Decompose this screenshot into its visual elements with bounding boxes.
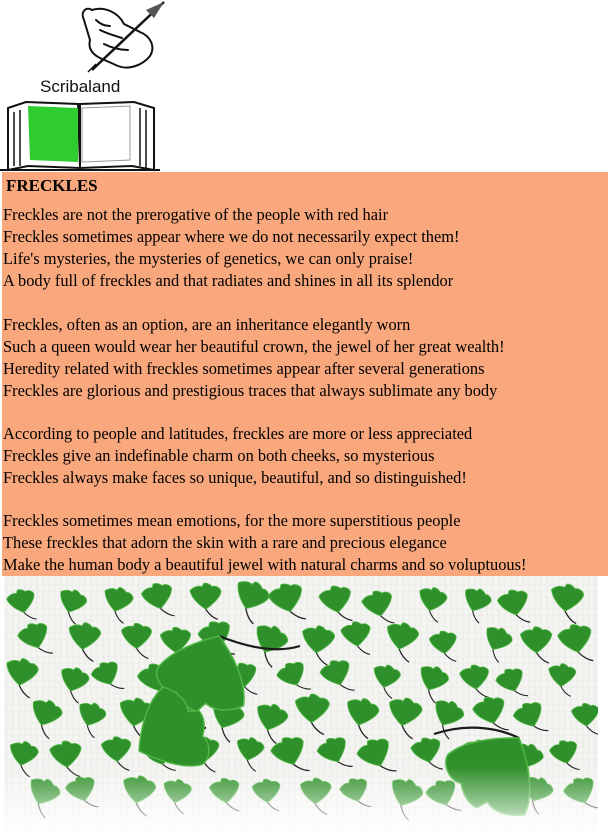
logo-text: Scribaland [40,77,121,96]
ginkgo-pattern [4,576,598,833]
poem-line: A body full of freckles and that radiates and shines in all its splendor [3,271,454,290]
poem-line: Freckles sometimes appear where we do not necessarily expect them! [3,227,460,246]
poem-line: Freckles are glorious and prestigious traces that always sublimate any body [3,381,498,400]
poem-panel [2,172,608,576]
poem-line: Make the human body a beautiful jewel with natural charms and so voluptuous! [3,555,527,574]
poem-title: FRECKLES [6,176,98,195]
stanza-1 [3,204,460,292]
poem-line: Life's mysteries, the mysteries of genetics, we can only praise! [3,249,414,268]
scribaland-logo [0,0,165,172]
stanza-3 [3,423,472,489]
quill-pen [88,2,164,72]
open-book-icon [0,100,160,172]
hand-writing-quill-icon [83,9,153,68]
stanza-4 [3,510,526,576]
poem-line: Such a queen would wear her beautiful crown, the jewel of her great wealth! [3,337,505,356]
stanza-2 [3,314,505,402]
poem-line: According to people and latitudes, freckles are more or less appreciated [3,424,473,443]
ginkgo-leaf-artwork [4,576,598,833]
poem-line: Freckles always make faces so unique, beautiful, and so distinguished! [3,468,467,487]
poem-line: These freckles that adorn the skin with a rare and precious elegance [3,533,447,552]
poem-line: Freckles, often as an option, are an inheritance elegantly worn [3,315,411,334]
poem-line: Freckles give an indefinable charm on both cheeks, so mysterious [3,446,435,465]
poem-line: Heredity related with freckles sometimes appear after several generations [3,359,485,378]
logo-graphic [0,0,165,172]
poem-line: Freckles sometimes mean emotions, for the more superstitious people [3,511,461,530]
poem-line: Freckles are not the prerogative of the people with red hair [3,205,389,224]
